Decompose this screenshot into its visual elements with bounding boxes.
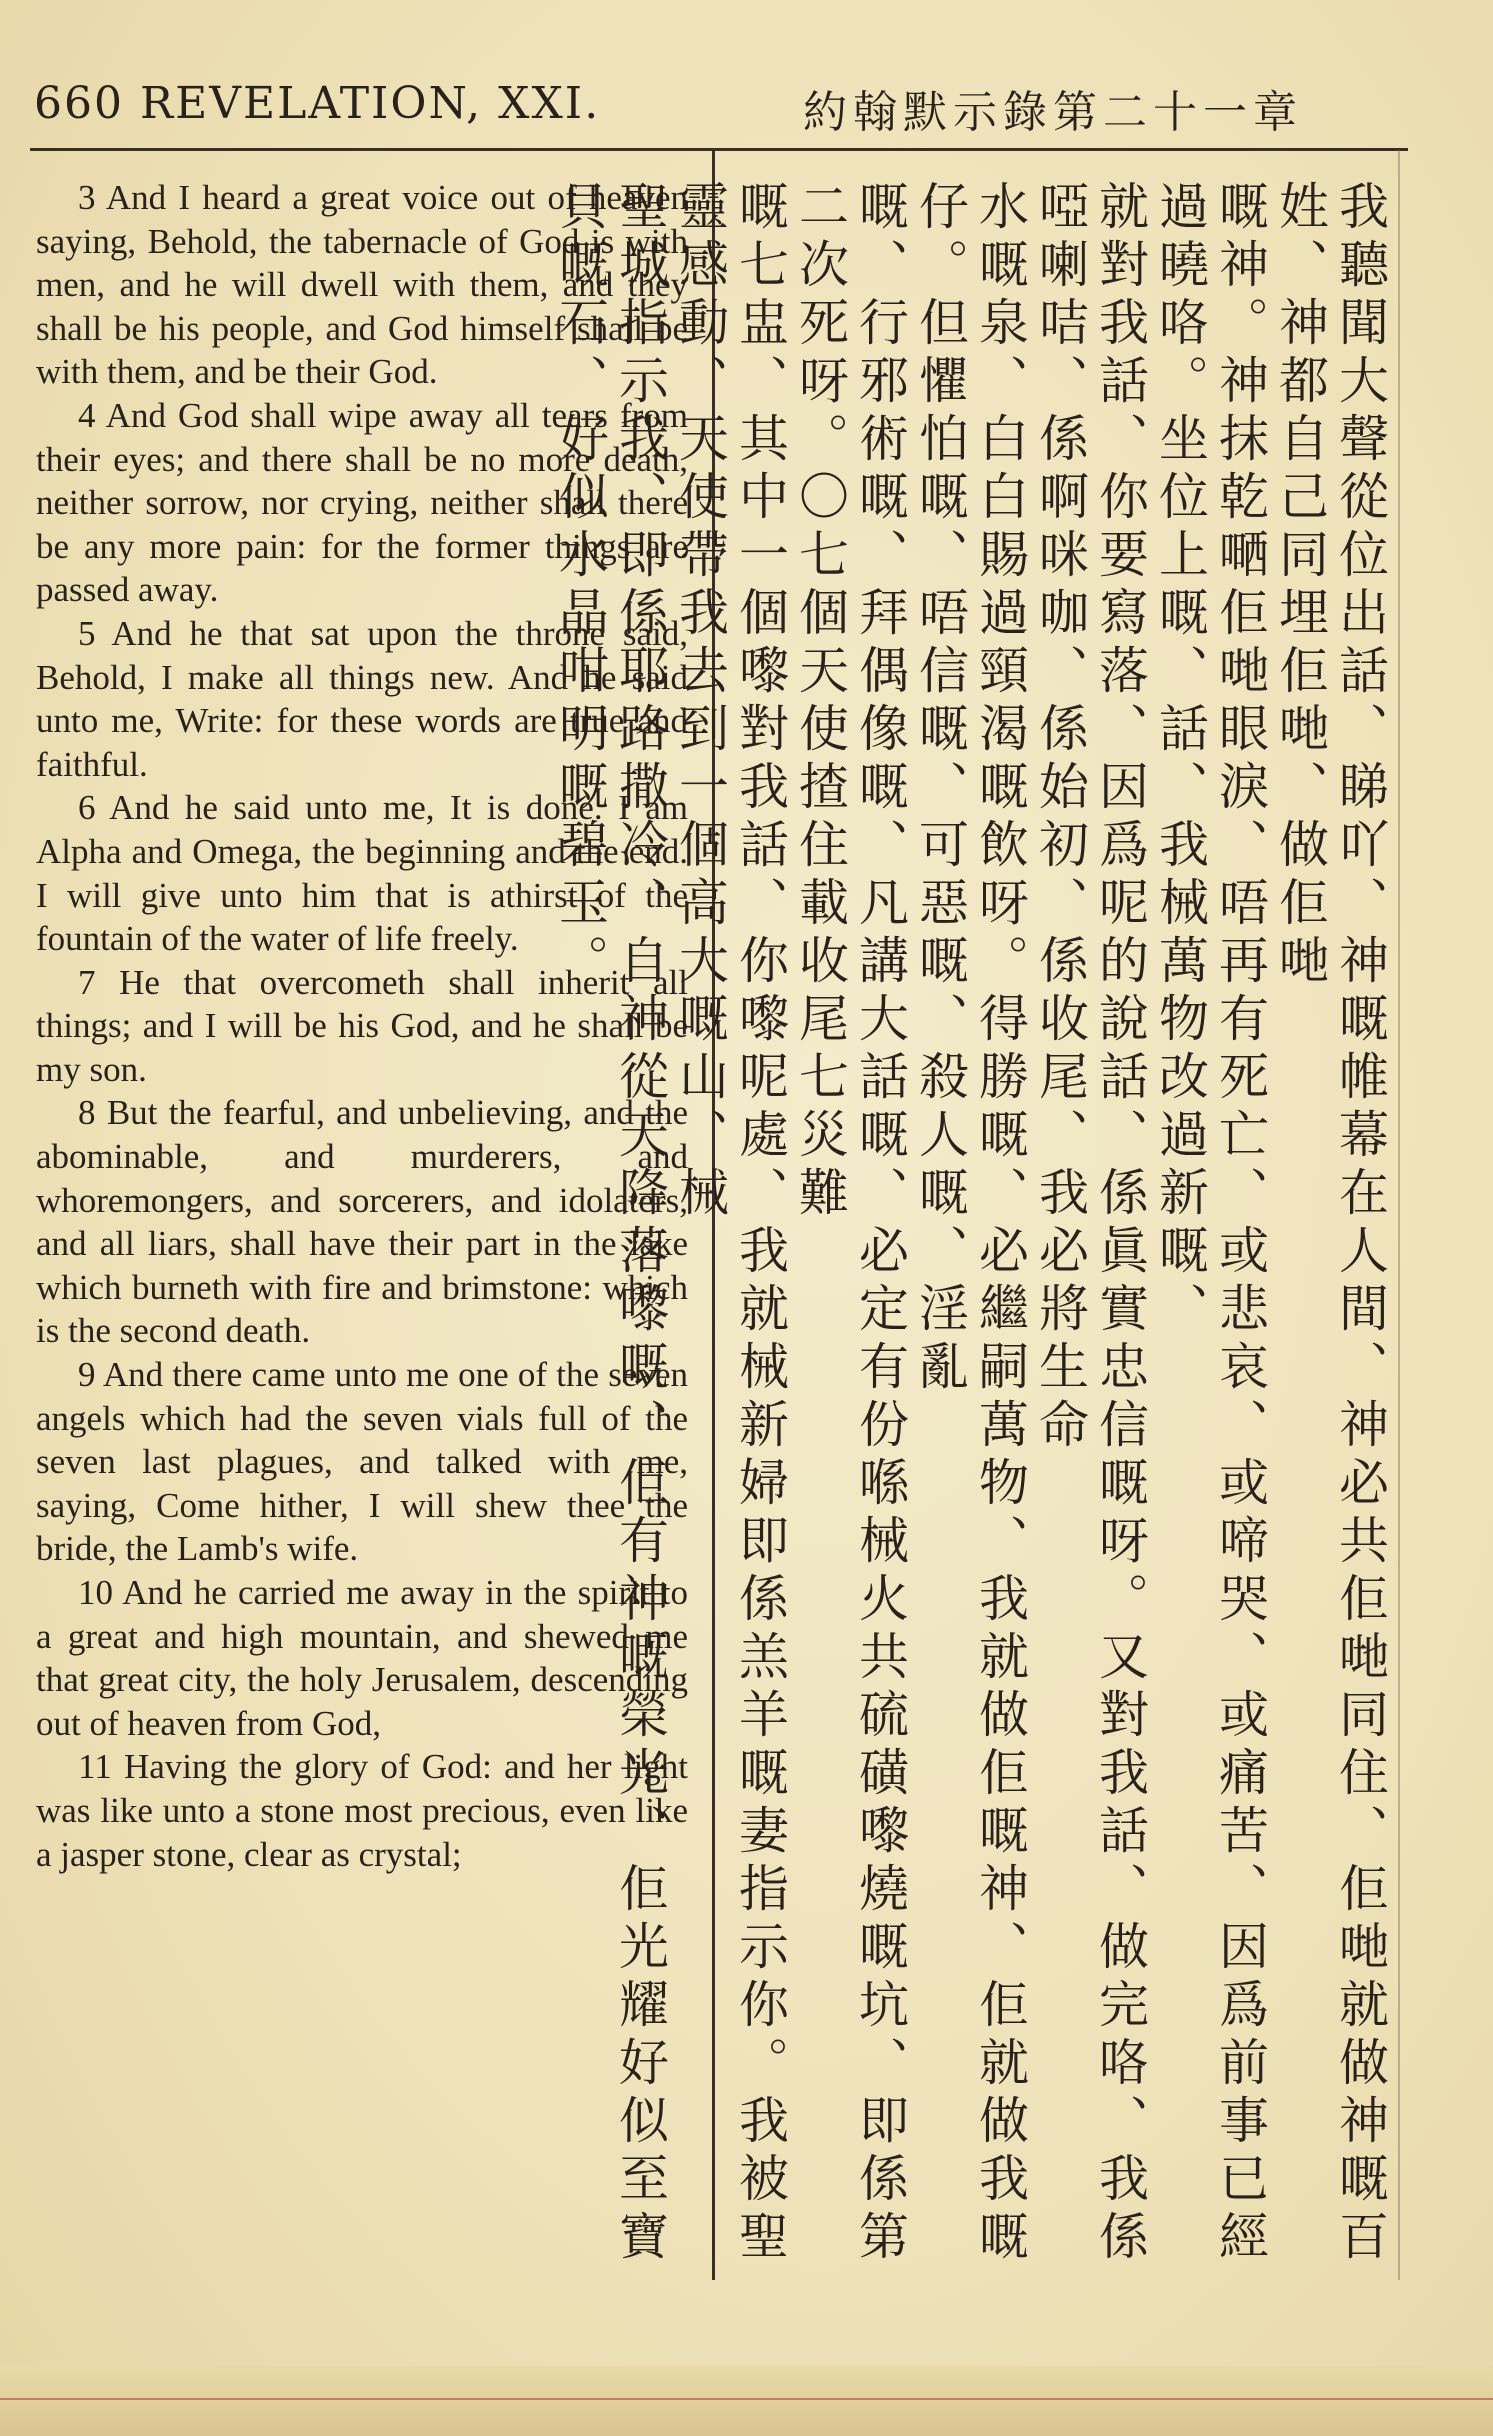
- header-rule: [30, 148, 1408, 151]
- verse-11: 11 Having the glory of God: and her light was like unto a stone most precious, even like a jasper stone, clear as crystal;: [36, 1747, 688, 1874]
- chinese-line-4: 水嘅泉、白白賜過頸渴嘅飲呀。得勝嘅、必繼嗣萬物、我就做佢嘅神、佢就做我嘅仔。但懼怕嘅、唔信嘅、可惡嘅、殺人嘅、淫亂: [911, 180, 1029, 2268]
- header-english: 660 REVELATION, XXI.: [34, 78, 601, 129]
- verse-5: 5 And he that sat upon the throne said, Behold, I make all things new. And he said unto me, Write: for these words are true and faithful.: [36, 613, 688, 784]
- red-edge-line: [0, 2398, 1493, 2400]
- chinese-line-6: 嘅七盅、其中一個嚟對我話、你嚟呢處、我就械新婦即係羔羊嘅妻指示你。我被聖靈感動、天使帶我去到一個高大嘅山、械: [671, 180, 789, 2268]
- chinese-line-3: 就對我話、你要寫落、因爲呢的說話、係眞實忠信嘅呀。又對我話、做完咯、我係啞喇咭、係啊咪咖、係始初、係收尾、我必將生命: [1031, 180, 1149, 2268]
- chinese-line-2: 嘅神。神抹乾嗮佢哋眼淚、唔再有死亡、或悲哀、或啼哭、或痛苦、因爲前事已經過曉咯。坐位上嘅、話、我械萬物改過新嘅、: [1151, 180, 1269, 2268]
- verse-6: 6 And he said unto me, It is done. I am Alpha and Omega, the beginning and the end. I will give unto him that is athirst of the fountain of the water of life freely.: [36, 788, 688, 959]
- verse-9: 9 And there came unto me one of the seven angels which had the seven vials full of the seven last plagues, and talked with me, saying, Come hither, I will shew thee the bride, the Lamb's wife.: [36, 1355, 688, 1569]
- verse-7: 7 He that overcometh shall inherit all things; and I will be his God, and he shall be my son.: [36, 962, 688, 1089]
- chinese-text-column: [551, 180, 1390, 2270]
- verse-8: 8 But the fearful, and unbelieving, and the abominable, and murderers, and whoremongers, and sorcerers, and idolaters, and all liars, shall have their part in the lake which burneth with fire and brimstone: which is the second death.: [36, 1093, 688, 1351]
- verse-3: 3 And I heard a great voice out of heaven saying, Behold, the tabernacle of God is with men, and he will dwell with them, and they shall be his people, and God himself shall be with them, and be their God.: [36, 178, 688, 392]
- page-bottom-edge: [0, 2366, 1493, 2436]
- verse-10: 10 And he carried me away in the spirit to a great and high mountain, and shewed me that great city, the holy Jerusalem, descending out of heaven from God,: [36, 1573, 688, 1743]
- chinese-line-5: 嘅、行邪術嘅、拜偶像嘅、凡講大話嘅、必定有份喺械火共硫磺嚟燒嘅坑、即係第二次死呀。〇七個天使揸住載收尾七災難: [791, 180, 909, 2268]
- chinese-line-7: 聖城指示我、即係耶路撒冷、自神從天降落嚟嘅、佢有神嘅榮光、佢光耀好似至寶貝嘅石、好似水晶咁明嘅碧玉。: [551, 180, 669, 2268]
- verse-4: 4 And God shall wipe away all tears from their eyes; and there shall be no more death, neither sorrow, nor crying, neither shall there be any more pain: for the former things are passed away.: [36, 395, 688, 610]
- chinese-line-1: 我聽聞大聲從位出話、睇吖、神嘅帷幕在人間、神必共佢哋同住、佢哋就做神嘅百姓、神都自己同埋佢哋、做佢哋: [1271, 180, 1389, 2268]
- header-chinese: 約翰默示錄第二十一章: [803, 87, 1303, 138]
- margin-rule: [1398, 150, 1400, 2280]
